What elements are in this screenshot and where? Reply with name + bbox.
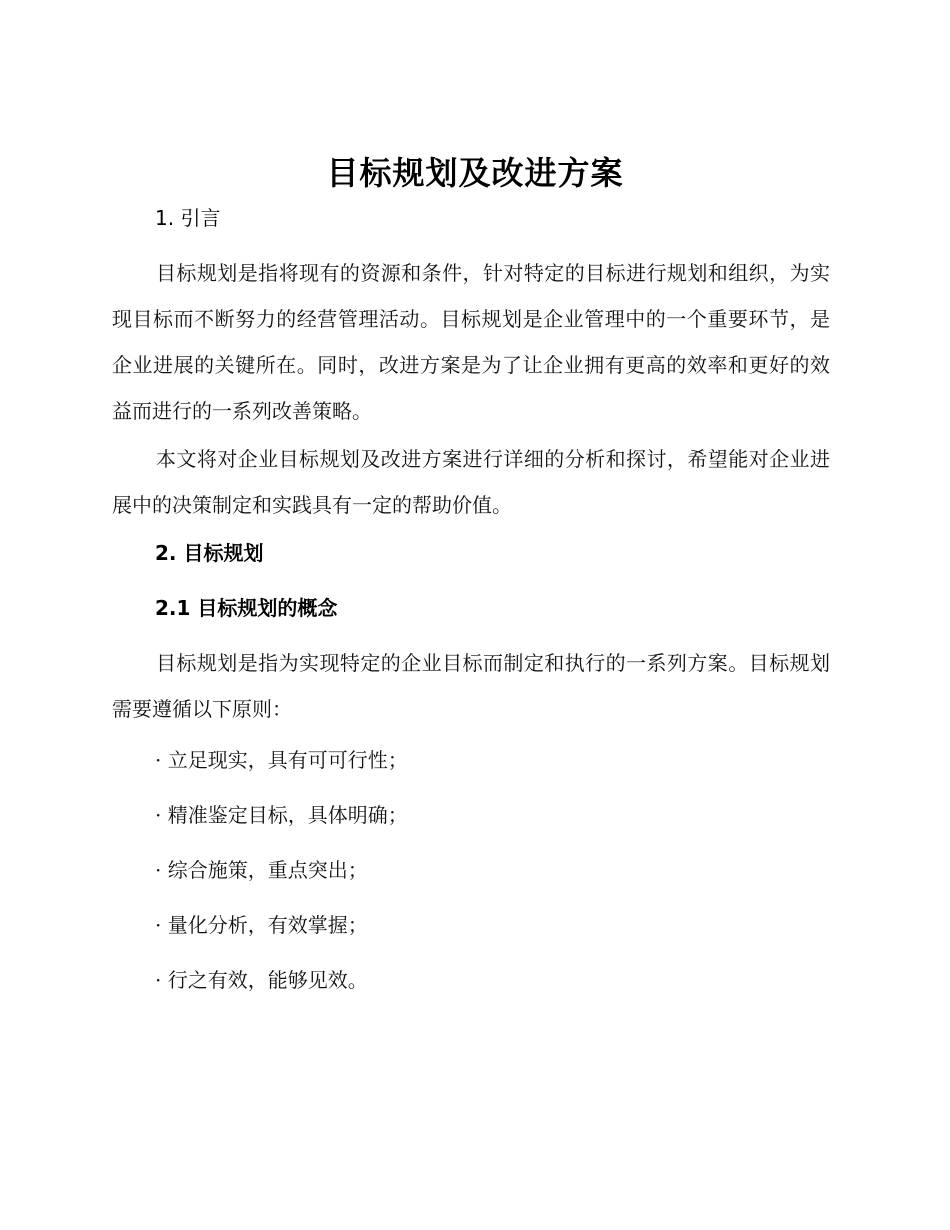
principle-item-1: · 立足现实，具有可可行性； <box>155 748 408 772</box>
principle-item-3: · 综合施策，重点突出； <box>155 858 368 882</box>
section-2-1-heading: 2.1 目标规划的概念 <box>155 596 338 620</box>
document-title: 目标规划及改进方案 <box>326 154 624 192</box>
principle-item-5: · 行之有效，能够见效。 <box>155 968 368 992</box>
section-2-1-paragraph: 目标规划是指为实现特定的企业目标而制定和执行的一系列方案。目标规划需要遵循以下原则： <box>112 651 830 721</box>
principle-item-4: · 量化分析，有效掌握； <box>155 913 368 937</box>
section-1-heading: 1. 引言 <box>155 206 221 230</box>
section-1-paragraph-2: 本文将对企业目标规划及改进方案进行详细的分析和探讨，希望能对企业进展中的决策制定和实践具有一定的帮助价值。 <box>112 447 830 517</box>
section-1-paragraph-1: 目标规划是指将现有的资源和条件，针对特定的目标进行规划和组织，为实现目标而不断努力的经营管理活动。目标规划是企业管理中的一个重要环节，是企业进展的关键所在。同时，改进方案是为了让企业拥有更高的效率和更好的效益而进行的一系列改善策略。 <box>112 261 830 423</box>
principle-item-2: · 精准鉴定目标，具体明确； <box>155 803 408 827</box>
section-2-heading: 2. 目标规划 <box>155 541 264 565</box>
